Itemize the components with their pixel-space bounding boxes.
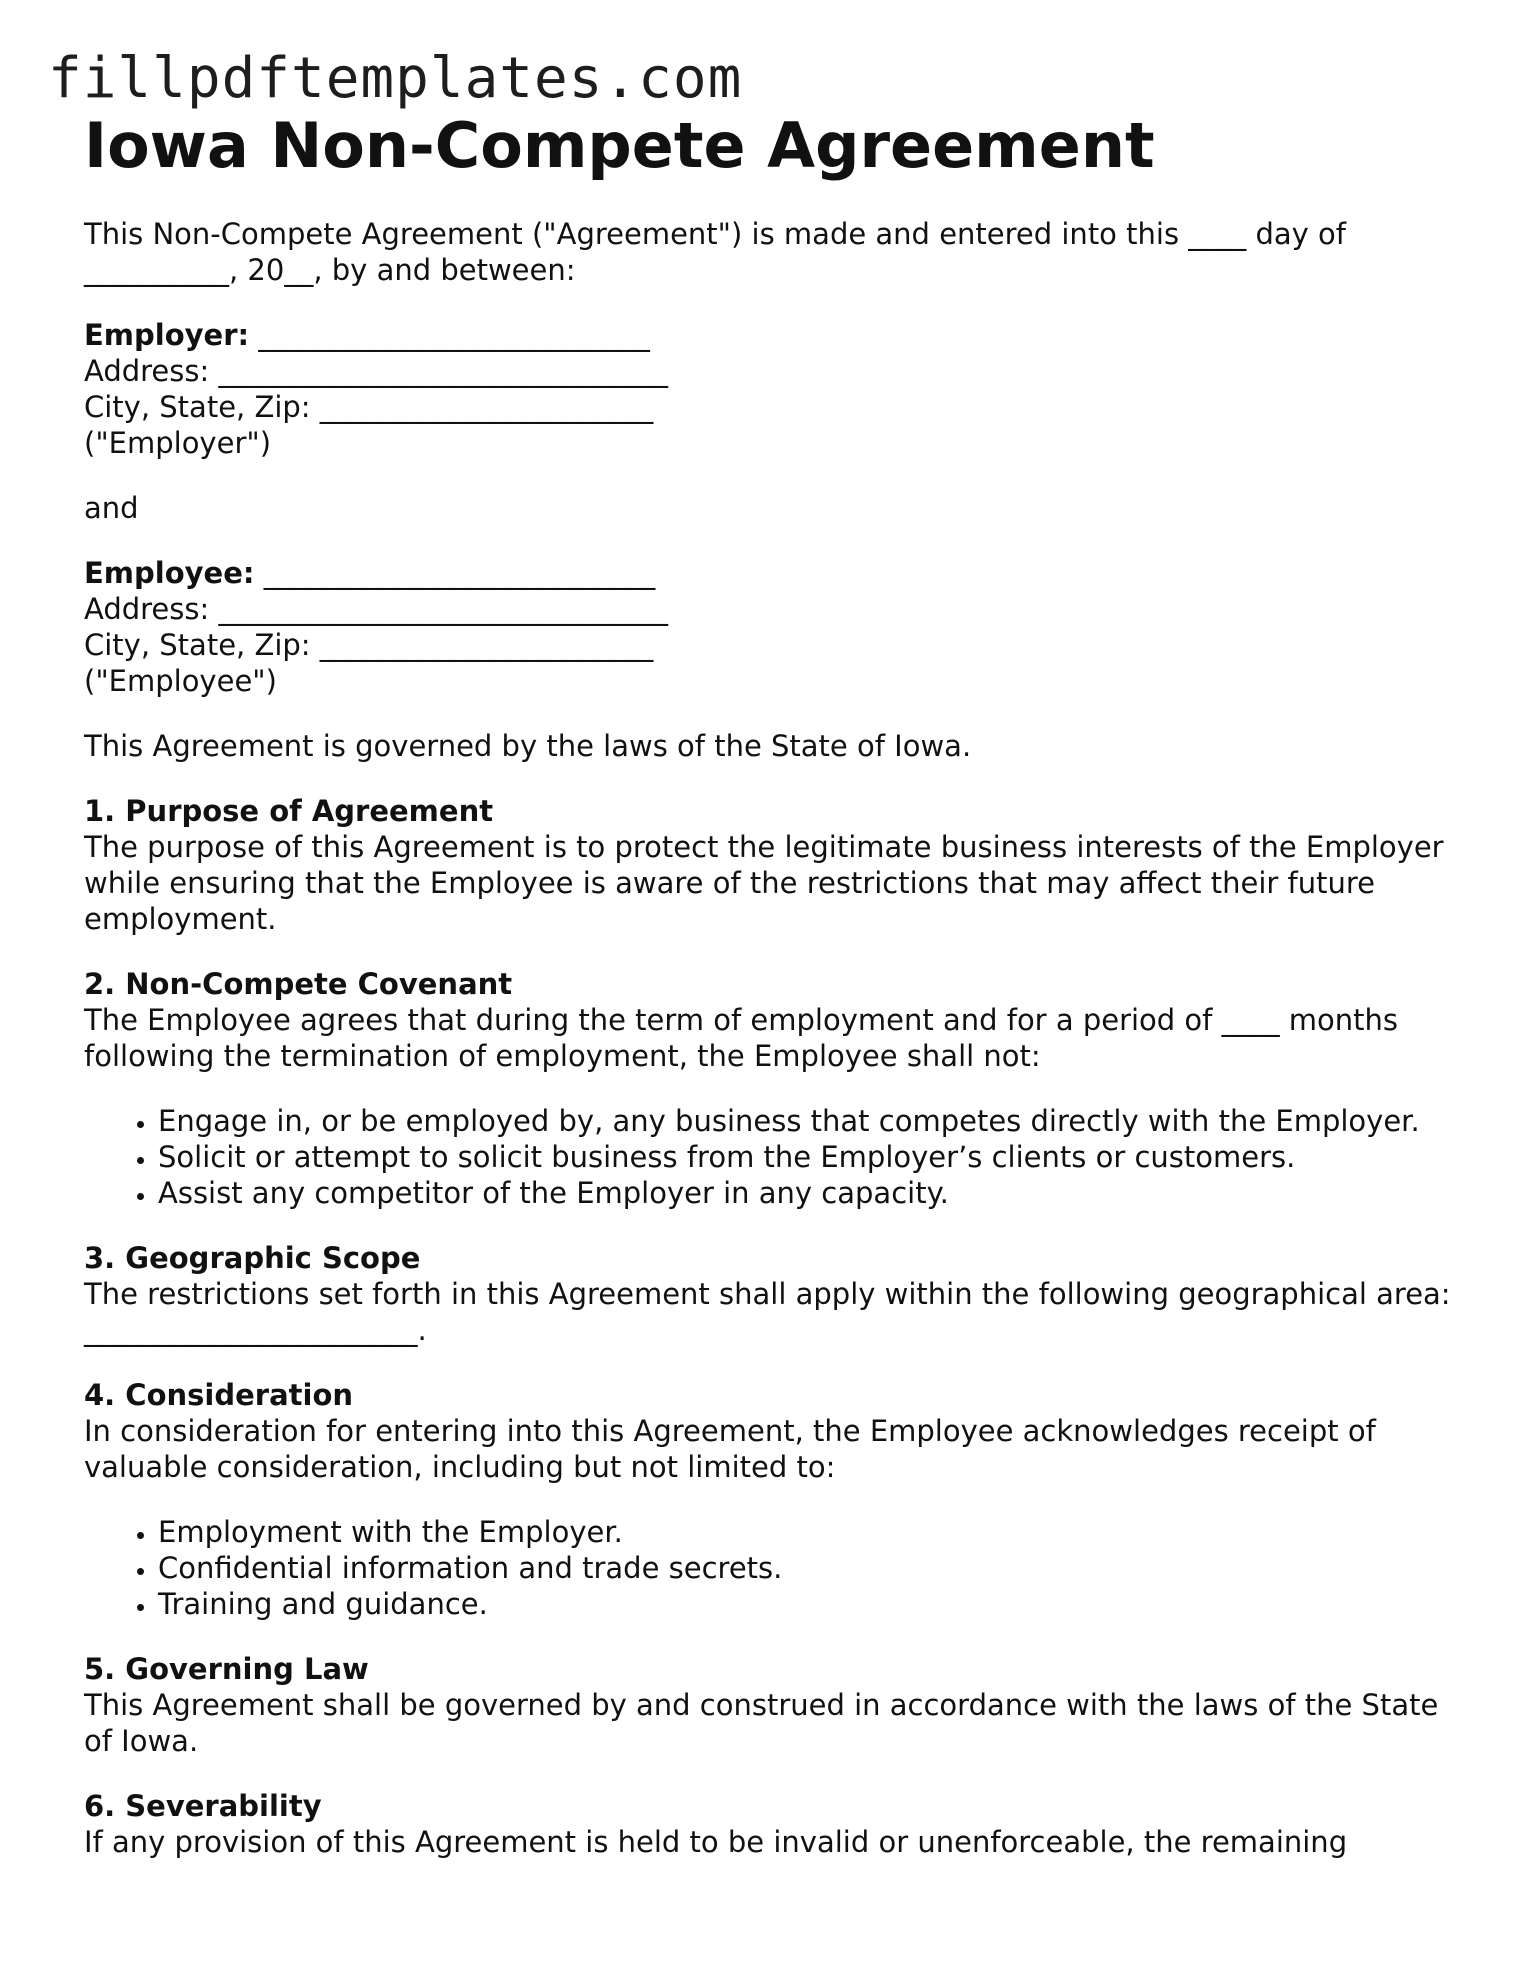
- section-purpose: [84, 793, 1464, 937]
- section-geographic-scope: [84, 1240, 1464, 1348]
- section-governing-law: [84, 1651, 1464, 1759]
- section-heading: 1. Purpose of Agreement: [84, 794, 494, 828]
- section-heading: 3. Geographic Scope: [84, 1241, 421, 1275]
- section-heading: 5. Governing Law: [84, 1652, 369, 1686]
- employer-tag: ("Employer"): [84, 426, 272, 460]
- employee-tag: ("Employee"): [84, 664, 277, 698]
- employer-label: Employer:: [84, 318, 250, 352]
- employer-address-line: Address: _______________________________: [84, 354, 668, 388]
- intro-line-2: __________, 20__, by and between:: [84, 253, 576, 287]
- watermark-text: fillpdftemplates.com: [48, 46, 743, 111]
- intro-line-1: This Non-Compete Agreement ("Agreement") is made and entered into this ____ day of: [84, 217, 1347, 251]
- section-body: The purpose of this Agreement is to protect the legitimate business interests of the Employer while ensuring that the Employee is aware of the restrictions that may affect their future employment.: [84, 830, 1444, 936]
- employee-address-line: Address: _______________________________: [84, 592, 668, 626]
- document-body: [84, 106, 1464, 1860]
- document-title: Iowa Non-Compete Agreement: [84, 109, 1155, 182]
- section-heading: 6. Severability: [84, 1789, 322, 1823]
- section-body: This Agreement shall be governed by and construed in accordance with the laws of the State of Iowa.: [84, 1688, 1439, 1758]
- consideration-list: [84, 1514, 1464, 1622]
- section-consideration: [84, 1377, 1464, 1622]
- section-heading: 4. Consideration: [84, 1378, 354, 1412]
- employer-city-line: City, State, Zip: _______________________: [84, 390, 654, 424]
- employee-label: Employee:: [84, 556, 255, 590]
- list-item: • Solicit or attempt to solicit business from the Employer’s clients or customers.: [158, 1139, 1464, 1175]
- governing-statement: This Agreement is governed by the laws of the State of Iowa.: [84, 729, 972, 763]
- section-non-compete: [84, 966, 1464, 1211]
- section-body: The restrictions set forth in this Agreement shall apply within the following geographical area: _______________________.: [84, 1277, 1451, 1347]
- list-item: • Employment with the Employer.: [158, 1514, 1464, 1550]
- employee-block: [84, 555, 1464, 699]
- employer-name-blank: ___________________________: [258, 318, 650, 352]
- section-heading: 2. Non-Compete Covenant: [84, 967, 513, 1001]
- employee-name-blank: ___________________________: [263, 556, 656, 590]
- employee-city-line: City, State, Zip: _______________________: [84, 628, 654, 662]
- intro-paragraph: [84, 216, 1464, 288]
- section-body: In consideration for entering into this Agreement, the Employee acknowledges receipt of valuable consideration, including but not limited to:: [84, 1414, 1376, 1484]
- section-severability: [84, 1788, 1464, 1860]
- and-text: and: [84, 491, 139, 525]
- list-item: • Engage in, or be employed by, any business that competes directly with the Employer.: [158, 1103, 1464, 1139]
- list-item: • Confidential information and trade secrets.: [158, 1550, 1464, 1586]
- restriction-list: [84, 1103, 1464, 1211]
- employer-block: [84, 317, 1464, 461]
- list-item: • Training and guidance.: [158, 1586, 1464, 1622]
- employee-name-line: [84, 555, 1464, 591]
- list-item: • Assist any competitor of the Employer in any capacity.: [158, 1175, 1464, 1211]
- section-body: If any provision of this Agreement is held to be invalid or unenforceable, the remaining: [84, 1825, 1348, 1859]
- section-body: The Employee agrees that during the term of employment and for a period of ____ months following the termination of employment, the Employee shall not:: [84, 1003, 1399, 1073]
- employer-name-line: [84, 317, 1464, 353]
